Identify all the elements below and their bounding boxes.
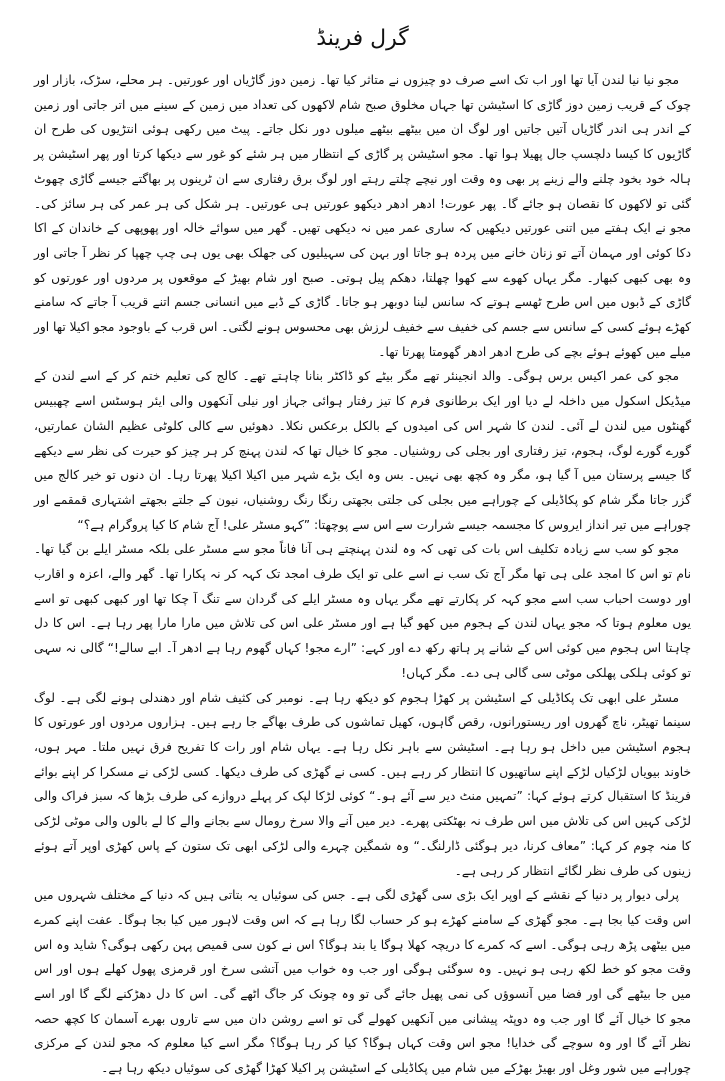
paragraph-4: مسٹر علی ابھی تک پکاڈیلی کے اسٹیشن پر کھڑا ہجوم کو دیکھ رہا ہے۔ نومبر کی کثیف شام اور دھندلی ہونے لگی ہے۔ لوگ سینما تھیٹر، ناچ گھروں اور ریستورانوں، رقص گاہوں، کھیل تماشوں کی طرف بھاگے جا رہے ہیں۔ ہزاروں مردوں اور عورتوں کا ہجوم اسٹیشن میں داخل ہو رہا ہے۔ اسٹیشن سے باہر نکل رہا ہے۔ یہاں شام اور رات کا تفریح فرق نہیں ملتا۔ مہر ہوں، خاوند بیویاں لڑکیاں لڑکے اپنے ساتھیوں کا انتظار کر رہے ہیں۔ کسی نے گھڑی کی طرف دیکھا۔ کسی لڑکی نے مسکرا کر اپنے بوائے فرینڈ کا استقبال کرتے ہوئے کہا: ”تمہیں منٹ دیر سے آئے ہو۔“ کوئی لڑکا لپک کر پہلے دروازے کی طرف بڑھا کہ سبز فراک والی لڑکی کہیں اس کی تلاش میں اس طرف نہ بھٹکتی پھرے۔ دیر میں آنے والا سرخ رومال سے بجانے والے کا لے بالوں والی موٹی لڑکی کا منہ چوم کر کہا: ”معاف کرنا، دیر ہوگئی ڈارلنگ۔“ وہ شمگین چہرے والی لڑکی ابھی تک ستون کے پاس کھڑی اوپر آتے ہوئے زینوں کی طرف نظر لگائے انتظار کر رہی ہے۔ — [34, 690, 691, 878]
paragraph-5: پرلی دیوار پر دنیا کے نقشے کے اوپر ایک بڑی سی گھڑی لگی ہے۔ جس کی سوئیاں یہ بتاتی ہیں کہ دنیا کے مختلف شہروں میں اس وقت کیا بجا ہے۔ مجو گھڑی کے سامنے کھڑے ہو کر حساب لگا رہا ہے کہ اس وقت لاہور میں کیا بجا ہوگا۔ عفت اپنے کمرے میں بیٹھی پڑھ رہی ہوگی۔ اسے کہ کمرے کا دریچہ کھلا ہوگا یا بند ہوگا؟ اس نے کون سی قمیص پہن رکھی ہوگی؟ شاید وہ اس وقت مجو کو خط لکھ رہی ہو نہیں۔ وہ سوگئی ہوگی اور جب وہ خواب میں آتشی سرخ اور قرمزی پھول کھلے ہوں اور اس میں جا بیٹھے گی اور فضا میں آنسوؤں کی نمی پھیل جائے گی تو وہ چونک کر جاگ اٹھے گی۔ اس کا دل دھڑکنے لگے گا اور اسے مجو کا خیال آئے گا اور جب وہ دوپٹہ پیشانی میں آنکھیں کھولے گی تو اسے روشن دان میں سے تاروں بھرے آسمان کا کچھ حصہ نظر آئے گا اور وہ سوچے گی خدایا! مجو اس وقت کہاں ہوگا؟ کیا کر رہا ہوگا؟ مگر اسے کیا معلوم کہ مجو لندن کے مرکزی چوراہے میں شور وغل اور بھیڑ بھڑکے میں شام میں پکاڈیلی کے اسٹیشن پر اکیلا کھڑا گھڑی کی سوئیاں دیکھ رہا ہے۔ — [34, 888, 691, 1076]
story-body — [34, 68, 691, 1076]
paragraph-3: مجو کو سب سے زیادہ تکلیف اس بات کی تھی کہ وہ لندن پہنچتے ہی آنا فاناً مجو سے مسٹر علی بلکہ مسٹر ایلے بن گیا تھا۔ نام تو اس کا امجد علی ہی تھا مگر آج تک سب نے اسے علی تو ایک طرف امجد تک کہہ کر نہ پکارا تھا۔ گھر والے، اعزہ و اقارب اور دوست احباب سب اسے مجو کہہ کر پکارتے تھے مگر یہاں وہ مسٹر ایلے کی گردان سے تنگ آ چکا تھا اور کبھی کبھی تو اسے یوں معلوم ہوتا کہ مجو یہاں لندن کے ہجوم میں کھو گیا ہے اور مسٹر علی اس کی تلاش میں مارا مارا پھر رہا ہے۔ اس کا دل چاہتا اس ہجوم میں کوئی اس کے شانے پر ہاتھ رکھ دے اور کہے: ”ارے مجو! کہاں گھوم رہا ہے ادھر آ۔ ابے سالے!“ گالی نہ سہی تو کوئی ہلکی پھلکی موٹی سی گالی ہی دے۔ مگر کہاں! — [34, 542, 691, 680]
paragraph-2: مجو کی عمر اکیس برس ہوگی۔ والد انجینئر تھے مگر بیٹے کو ڈاکٹر بنانا چاہتے تھے۔ کالج کی تعلیم ختم کر کے اسے لندن کے میڈیکل اسکول میں داخلہ لے دیا اور ایک برطانوی فرم کا تیز رفتار ہوائی جہاز اور نیلی آنکھوں والی ایئر ہوسٹس اسے چھبیس گھنٹوں میں لندن لے آئی۔ لندن کا شہر اس کی امیدوں کے بالکل برعکس نکلا۔ دھوئیں سے کالی کلوٹی عظیم الشان عمارتیں، گورے گورے لوگ، ہجوم، تیز رفتاری اور بجلی کی روشنیاں۔ مجو کا خیال تھا کہ لندن پہنچ کر ہر چیز کو حیرت کی نظر سے دیکھے گا جیسے پرستان میں آ گیا ہو، مگر وہ کچھ بھی نہیں۔ بس وہ ایک بڑے شہر میں اکیلا اکیلا پھرتا رہا۔ ان دنوں تو خیر کالج میں گزر جاتا مگر شام کو پکاڈیلی کے چوراہے میں بجلی کی جلتی بجھتی رنگا رنگ روشنیاں، نیون کے جلتے بجھتے اشتہاری قمقمے اور چوراہے میں تیر انداز ایروس کا مجسمہ جیسے شرارت سے اس سے پوچھتا: ”کہو مسٹر علی! آج شام کا کیا پروگرام ہے؟“ — [34, 369, 691, 532]
story-title: گرل فرینڈ — [316, 25, 409, 51]
paragraph-1: مجو نیا نیا لندن آیا تھا اور اب تک اسے صرف دو چیزوں نے متاثر کیا تھا۔ زمین دوز گاڑیاں اور عورتیں۔ ہر محلے، سڑک، بازار اور چوک کے قریب زمین دوز گاڑی کا اسٹیشن تھا جہاں مخلوق صبح شام لاکھوں کی تعداد میں زمین کے سینے میں اتر جاتی اور زمین کے اندر ہی اندر گاڑیاں آتیں جاتیں اور لوگ ان میں بیٹھے بیٹھے میلوں دور نکل جاتے۔ پیٹ میں رکھی ہوئی انتڑیوں کی طرح ان گاڑیوں کا کیسا دلچسپ جال پھیلا ہوا تھا۔ مجو اسٹیشن پر گاڑی کے انتظار میں ہر شئے کو غور سے دیکھا کرتا اور پھر اسٹیشن پر ہالہ خود بخود چلنے والے زینے پر بھی وہ وقت اور نیچے چلتے رہتے اور لوگ برق رفتاری سے ان ٹرینوں پر بھاگتے جیسے گاڑی چھوٹ گئی تو لاکھوں کا نقصان ہو جائے گا۔ پھر عورت! ادھر ادھر دیکھو عورتیں ہی عورتیں۔ ہر شکل کی ہر عمر کی ہر سائز کی۔ مجو نے ایک ہفتے میں اتنی عورتیں دیکھیں کہ ساری عمر میں نہ دیکھی تھیں۔ گھر میں سوائے خالہ اور پھوپھی کے خاندان کے اکا دکا کوئی اور مہمان آتے تو زنان خانے میں پردہ ہو جاتا اور بہن کی سہیلیوں کی جھلک بھی یوں ہی چپ چھپا کر نظر آ جاتی اور وہ بھی کبھی کبھار۔ مگر یہاں کھوے سے کھوا چھلتا، دھکم پیل ہوتی۔ صبح اور شام بھیڑ کے موقعوں پر مردوں اور عورتوں کو گاڑی کے ڈبوں میں اس طرح ٹھسے ہوتے کہ سانس لینا دوبھر ہو جاتا۔ گاڑی کے ڈبے میں انسانی جسم اتنے قریب آ جاتے کہ سامنے کھڑے ہوئے کسی کے سانس سے جسم کی خفیف سے خفیف لرزش بھی محسوس ہونے لگتی۔ اس قرب کے باوجود مجو اکیلا تھا اور میلے میں کھوئے ہوئے بچے کی طرح ادھر ادھر گھومتا پھرتا تھا۔ — [34, 73, 691, 359]
